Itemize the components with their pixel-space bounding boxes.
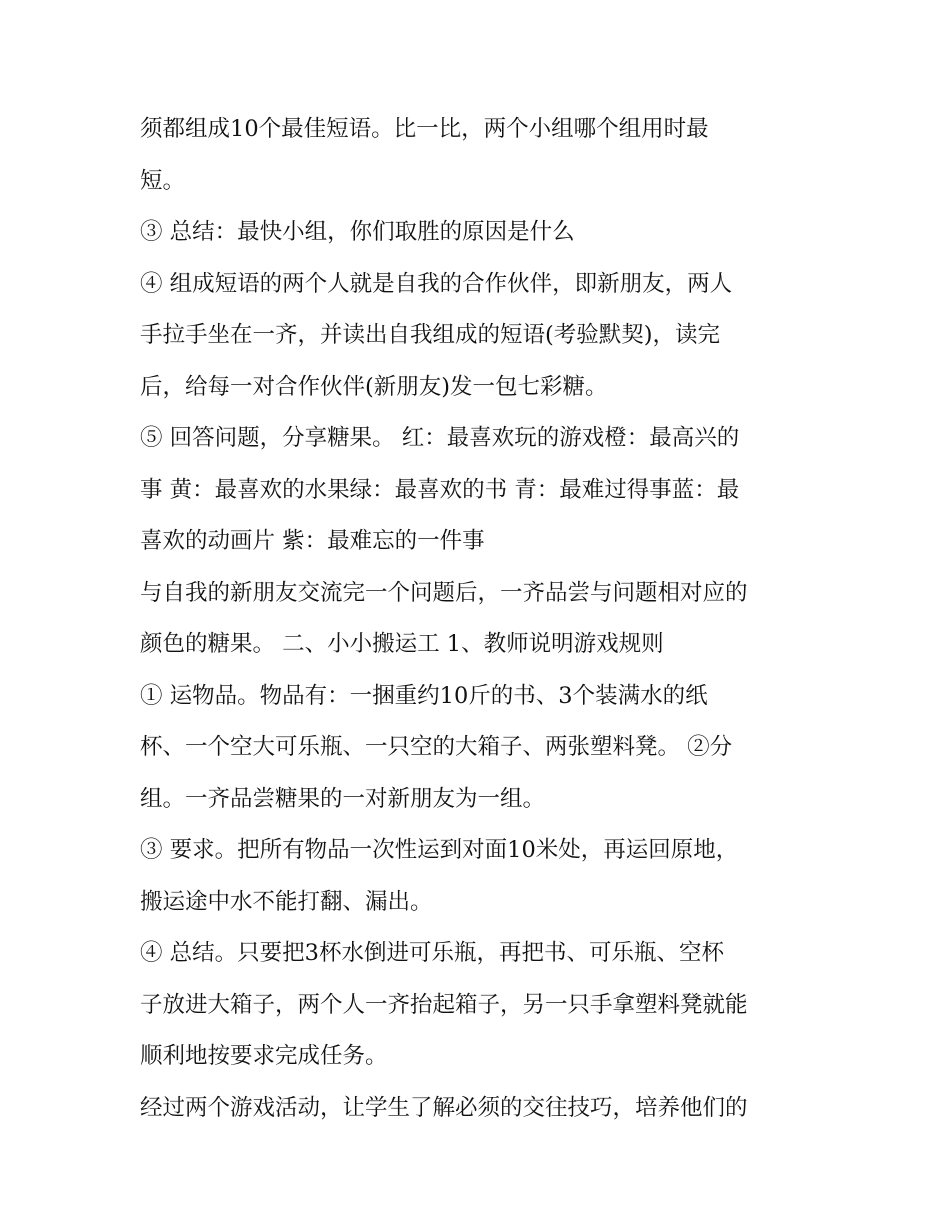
text-line: 杯、一个空大可乐瓶、一只空的大箱子、两张塑料凳。 ②分 — [140, 734, 733, 760]
text-line: 事 黄：最喜欢的水果绿：最喜欢的书 青：最难过得事蓝：最 — [140, 476, 740, 503]
text-line: ① 运物品。物品有：一捆重约10斤的书、3个装满水的纸 — [140, 682, 708, 709]
text-line: 颜色的糖果。 二、小小搬运工 1、教师说明游戏规则 — [140, 631, 664, 657]
text-line: 与自我的新朋友交流完一个问题后，一齐品尝与问题相对应的 — [140, 579, 748, 606]
text-line: 经过两个游戏活动，让学生了解必须的交往技巧，培养他们的 — [140, 1094, 748, 1121]
text-line: 组。一齐品尝糖果的一对新朋友为一组。 — [140, 785, 546, 812]
text-line: 顺利地按要求完成任务。 — [140, 1043, 388, 1069]
text-line: ③ 要求。把所有物品一次性运到对面10米处，再运回原地， — [140, 837, 739, 863]
text-line: 后，给每一对合作伙伴(新朋友)发一包七彩糖。 — [140, 373, 608, 400]
text-line: 喜欢的动画片 紫：最难忘的一件事 — [140, 528, 485, 554]
text-line: ④ 总结。只要把3杯水倒进可乐瓶，再把书、可乐瓶、空杯 — [140, 940, 724, 966]
text-line: ③ 总结：最快小组，你们取胜的原因是什么 — [140, 219, 575, 245]
body-text — [140, 104, 820, 1134]
text-line: 手拉手坐在一齐，并读出自我组成的短语(考验默契)，读完 — [140, 322, 721, 348]
text-line: ⑤ 回答问题，分享糖果。 红：最喜欢玩的游戏橙：最高兴的 — [140, 425, 740, 451]
text-line: 短。 — [140, 167, 186, 194]
text-line: ④ 组成短语的两个人就是自我的合作伙伴，即新朋友，两人 — [140, 270, 733, 297]
text-line: 搬运途中水不能打翻、漏出。 — [140, 888, 433, 915]
text-line: 须都组成10个最佳短语。比一比，两个小组哪个组用时最 — [140, 116, 709, 142]
text-line: 子放进大箱子，两个人一齐抬起箱子，另一只手拿塑料凳就能 — [140, 991, 748, 1018]
